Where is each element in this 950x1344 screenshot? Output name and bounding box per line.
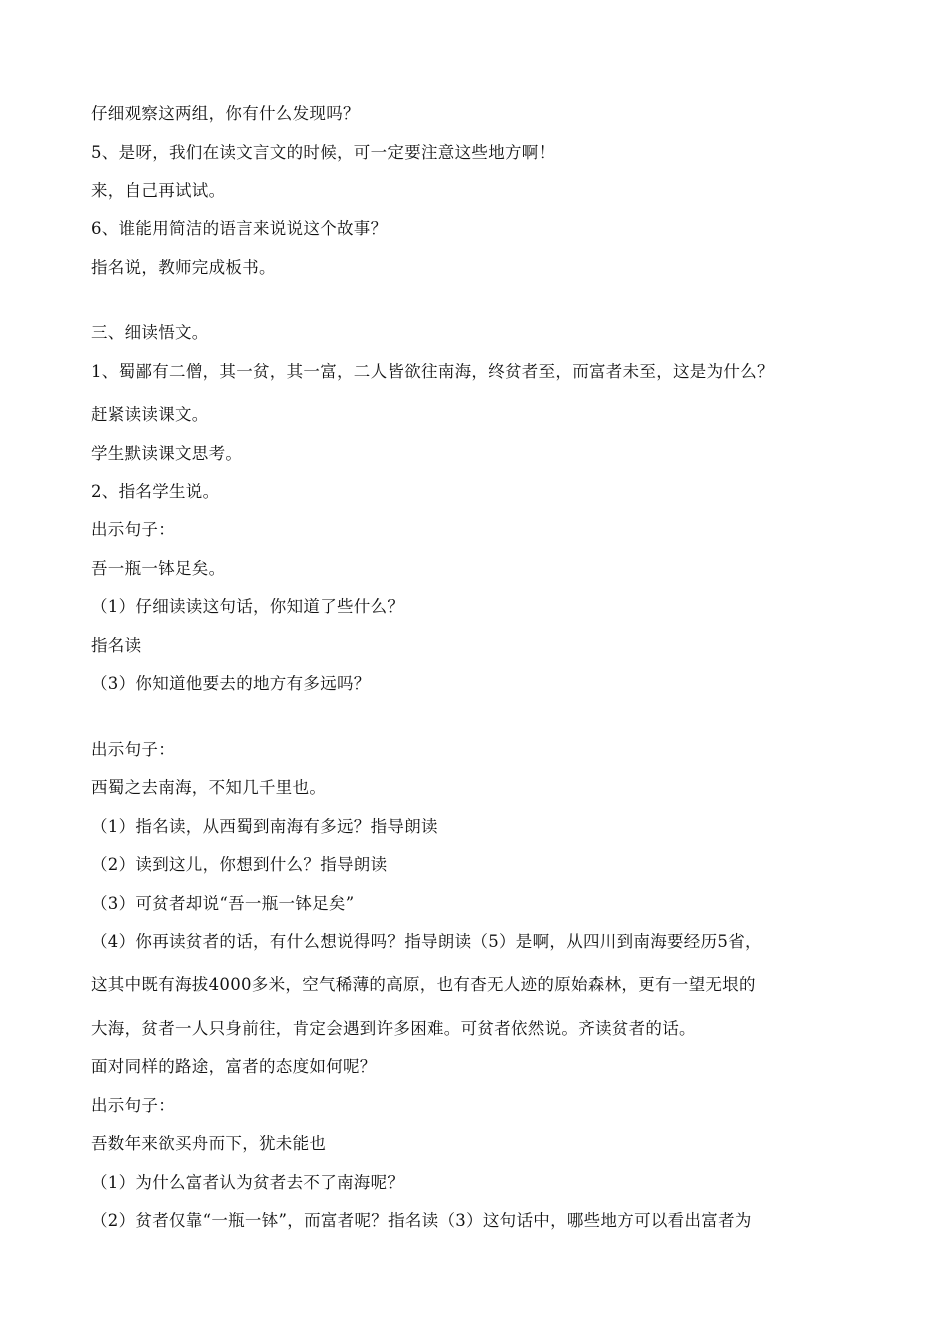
text-line: （2）读到这儿，你想到什么？指导朗读 [91,855,388,874]
text-line: 学生默读课文思考。 [91,444,243,463]
text-line: 1、蜀鄙有二僧，其一贫，其一富，二人皆欲往南海，终贫者至，而富者未至，这是为什么？ [91,362,774,381]
text-line: （1）仔细读读这句话，你知道了些什么？ [91,597,405,616]
text-line: 指名说，教师完成板书。 [91,258,276,277]
text-line: 出示句子： [91,740,175,759]
quote-line: 吾一瓶一钵足矣。 [91,559,226,578]
text-line: 来，自己再试试。 [91,181,226,200]
text-line: 赶紧读读课文。 [91,405,209,424]
text-line: 这其中既有海拔4000多米，空气稀薄的高原，也有杳无人迹的原始森林，更有一望无垠的 [91,975,756,994]
text-line: 面对同样的路途，富者的态度如何呢？ [91,1057,377,1076]
text-line: （2）贫者仅靠“一瓶一钵”，而富者呢？指名读（3）这句话中，哪些地方可以看出富者为 [91,1211,752,1230]
text-line: 2、指名学生说。 [91,482,220,501]
text-line: 仔细观察这两组，你有什么发现吗？ [91,104,360,123]
quote-line: 西蜀之去南海，不知几千里也。 [91,778,327,797]
quote-line: 吾数年来欲买舟而下，犹未能也 [91,1134,327,1153]
text-line: （1）为什么富者认为贫者去不了南海呢？ [91,1173,405,1192]
text-line: 出示句子： [91,1096,175,1115]
section-heading: 三、细读悟文。 [91,323,209,342]
text-line: （3）你知道他要去的地方有多远吗？ [91,674,371,693]
text-line: 5、是呀，我们在读文言文的时候，可一定要注意这些地方啊！ [91,143,556,162]
text-line: （4）你再读贫者的话，有什么想说得吗？指导朗读（5）是啊，从四川到南海要经历5省， [91,932,762,951]
text-line: （1）指名读，从西蜀到南海有多远？指导朗读 [91,817,438,836]
text-line: 指名读 [91,636,142,655]
text-line: 出示句子： [91,520,175,539]
text-line: 6、谁能用简洁的语言来说说这个故事？ [91,219,388,238]
text-line: 大海，贫者一人只身前往，肯定会遇到许多困难。可贫者依然说。齐读贫者的话。 [91,1019,696,1038]
text-line: （3）可贫者却说“吾一瓶一钵足矣” [91,894,355,913]
